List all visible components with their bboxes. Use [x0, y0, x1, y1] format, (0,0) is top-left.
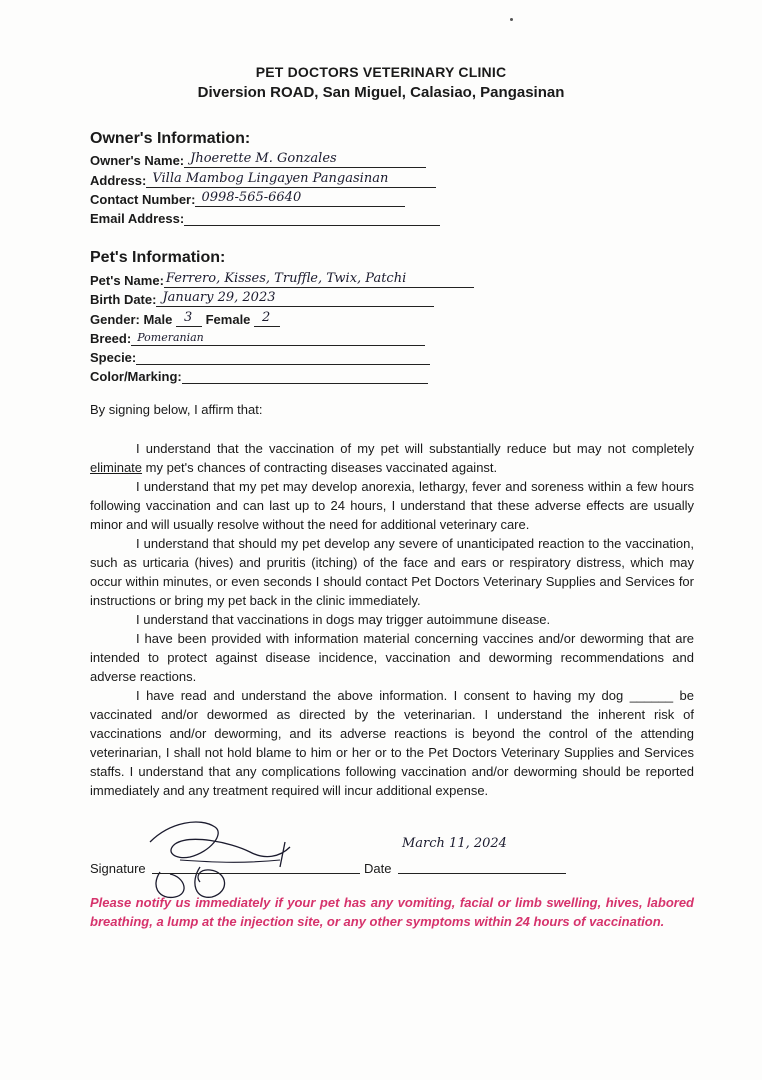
pet-name-label: Pet's Name:: [90, 273, 164, 288]
clinic-name: PET DOCTORS VETERINARY CLINIC: [255, 64, 507, 80]
address-label: Address:: [90, 173, 147, 188]
consent-statements: [90, 439, 694, 800]
consent-paragraph-1: [90, 439, 694, 477]
clinic-address: Diversion ROAD, San Miguel, Calasiao, Pangasinan: [197, 84, 565, 101]
affirm-intro: By signing below, I affirm that:: [90, 402, 263, 417]
scan-speck: [510, 18, 513, 21]
consent-paragraph-5: I have been provided with information material concerning vaccines and/or deworming that are intended to protect against disease incidence, vaccination and deworming recommendations and adverse reactions.: [90, 631, 694, 684]
signature-line[interactable]: [152, 872, 360, 874]
pet-name-field[interactable]: [90, 271, 474, 289]
signature-label: Signature: [90, 861, 146, 876]
birth-date-value: January 29, 2023: [162, 290, 276, 305]
consent-paragraph-3: I understand that should my pet develop any severe of unanticipated reaction to the vaccination, such as urticaria (hives) and pruritis (itching) of the face and ears or respiratory distress, which may occur within minutes, or even seconds I should contact Pet Doctors Veterinary Supplies and Services for instructions or bring my pet back in the clinic immediately.: [90, 536, 694, 608]
p1-text-start: I understand that the vaccination of my pet will substantially reduce but may not completely: [136, 441, 694, 456]
gender-male-label: Gender: Male: [90, 312, 173, 327]
date-value: March 11, 2024: [402, 836, 507, 851]
consent-paragraph-6: I have read and understand the above information. I consent to having my dog ______ be vaccinated and/or dewormed as directed by the veterinarian. I understand the inherent risk of vaccinations and/or deworming, and its adverse reactions is beyond the control of the attending veterinarian, I shall not hold blame to him or her or to the Pet Doctors Veterinary Supplies and Services staffs. I understand that any complications following vaccination and/or deworming should be reported immediately and any treatment required will incur additional expense.: [90, 688, 694, 798]
owner-name-label: Owner's Name:: [90, 153, 185, 168]
color-marking-field[interactable]: [90, 367, 428, 385]
contact-number-label: Contact Number:: [90, 192, 196, 207]
address-field[interactable]: [90, 171, 436, 189]
female-count: 2: [262, 310, 271, 325]
email-field[interactable]: [90, 209, 440, 227]
contact-number-value: 0998-565-6640: [201, 190, 302, 205]
address-value: Villa Mambog Lingayen Pangasinan: [152, 171, 389, 186]
birth-date-label: Birth Date:: [90, 292, 157, 307]
date-label: Date: [364, 861, 392, 876]
gender-female-label: Female: [205, 312, 251, 327]
consent-paragraph-4: I understand that vaccinations in dogs may trigger autoimmune disease.: [136, 612, 551, 627]
birth-date-field[interactable]: [90, 290, 434, 308]
breed-field[interactable]: [90, 329, 425, 347]
signature-row: [90, 856, 694, 876]
breed-label: Breed:: [90, 331, 132, 346]
owner-name-field[interactable]: [90, 151, 426, 169]
breed-value: Pomeranian: [137, 331, 204, 344]
owner-name-value: Jhoerette M. Gonzales: [190, 151, 337, 166]
p1-text-end: my pet's chances of contracting diseases vaccinated against.: [142, 460, 498, 475]
male-count: 3: [183, 310, 193, 325]
contact-number-field[interactable]: [90, 190, 405, 208]
color-marking-label: Color/Marking:: [90, 369, 182, 384]
owner-section-title: Owner's Information:: [90, 130, 251, 147]
gender-field[interactable]: [90, 310, 280, 328]
email-label: Email Address:: [90, 211, 185, 226]
p1-underlined-word: eliminate: [90, 460, 143, 475]
date-line[interactable]: [398, 872, 566, 874]
post-vaccination-notice: Please notify us immediately if your pet has any vomiting, facial or limb swelling, hives, labored breathing, a lump at the injection site, or any other symptoms within 24 hours of vaccination.: [90, 895, 694, 929]
consent-paragraph-2: I understand that my pet may develop anorexia, lethargy, fever and soreness within a few hours following vaccination and can last up to 24 hours, I understand that these adverse effects are usually minor and will usually resolve without the need for additional veterinary care.: [90, 479, 694, 532]
pet-section-title: Pet's Information:: [90, 249, 226, 266]
specie-field[interactable]: [90, 348, 430, 366]
form-header: [0, 64, 762, 101]
specie-label: Specie:: [90, 350, 137, 365]
pet-name-value: Ferrero, Kisses, Truffle, Twix, Patchi: [165, 271, 407, 286]
